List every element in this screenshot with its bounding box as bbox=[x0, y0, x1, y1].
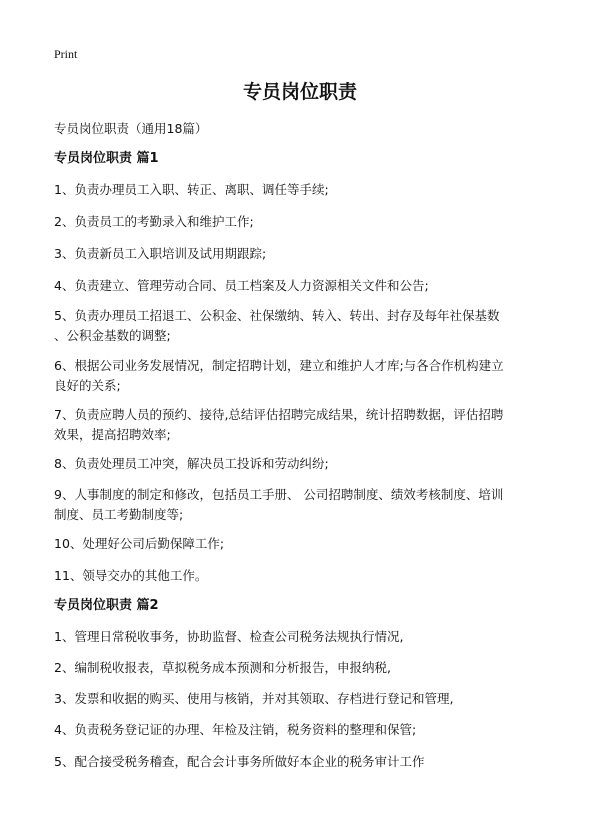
item-text: 2、负责员工的考勤录入和维护工作; bbox=[54, 214, 254, 229]
item-text: 10、处理好公司后勤保障工作; bbox=[54, 536, 225, 551]
list-item bbox=[54, 534, 554, 554]
list-item bbox=[54, 405, 554, 445]
item-text: 4、负责税务登记证的办理、年检及注销，税务资料的整理和保管; bbox=[54, 722, 417, 737]
list-item bbox=[54, 720, 554, 740]
list-item bbox=[54, 658, 554, 678]
item-text: 1、负责办理员工入职、转正、离职、调任等手续; bbox=[54, 182, 329, 197]
item-text: 3、负责新员工入职培训及试用期跟踪; bbox=[54, 246, 267, 261]
item-text: 5、配合接受税务稽查，配合会计事务所做好本企业的税务审计工作 bbox=[54, 754, 425, 769]
list-item bbox=[54, 689, 554, 709]
list-item bbox=[54, 276, 554, 296]
item-text: 9、人事制度的制定和修改，包括员工手册、 公司招聘制度、绩效考核制度、培训 bbox=[54, 487, 504, 502]
item-text: 11、领导交办的其他工作。 bbox=[54, 568, 208, 583]
item-text: 1、管理日常税收事务，协助监督、检查公司税务法规执行情况, bbox=[54, 629, 404, 644]
item-text: 2、编制税收报表，草拟税务成本预测和分析报告，申报纳税, bbox=[54, 660, 391, 675]
item-text: 3、发票和收据的购买、使用与核销，并对其领取、存档进行登记和管理, bbox=[54, 691, 454, 706]
document-title: 专员岗位职责 bbox=[242, 81, 357, 103]
item-text: 5、负责办理员工招退工、公积金、社保缴纳、转入、转出、封存及每年社保基数 bbox=[54, 308, 500, 323]
section-heading: 专员岗位职责 篇1 bbox=[54, 151, 159, 166]
list-item bbox=[54, 627, 554, 647]
list-item bbox=[54, 356, 554, 396]
item-text: 8、负责处理员工冲突，解决员工投诉和劳动纠纷; bbox=[54, 456, 329, 471]
item-text: 4、负责建立、管理劳动合同、员工档案及人力资源相关文件和公告; bbox=[54, 278, 429, 293]
list-item bbox=[54, 306, 554, 346]
item-text-continued: 制度、员工考勤制度等; bbox=[54, 507, 184, 522]
list-item bbox=[54, 752, 554, 772]
item-text-continued: 良好的关系; bbox=[54, 378, 121, 393]
print-label: Print bbox=[54, 47, 78, 61]
list-item bbox=[54, 244, 554, 264]
list-item bbox=[54, 212, 554, 232]
item-text: 6、根据公司业务发展情况，制定招聘计划，建立和维护人才库;与各合作机构建立 bbox=[54, 358, 504, 373]
list-item bbox=[54, 454, 554, 474]
section-heading: 专员岗位职责 篇2 bbox=[54, 598, 159, 613]
item-text-continued: 、公积金基数的调整; bbox=[54, 328, 171, 343]
list-item bbox=[54, 485, 554, 525]
document-subtitle: 专员岗位职责（通用18篇） bbox=[54, 121, 208, 136]
item-text-continued: 效果，提高招聘效率; bbox=[54, 427, 171, 442]
list-item bbox=[54, 566, 554, 586]
item-text: 7、负责应聘人员的预约、接待,总结评估招聘完成结果，统计招聘数据，评估招聘 bbox=[54, 407, 504, 422]
list-item bbox=[54, 180, 554, 200]
